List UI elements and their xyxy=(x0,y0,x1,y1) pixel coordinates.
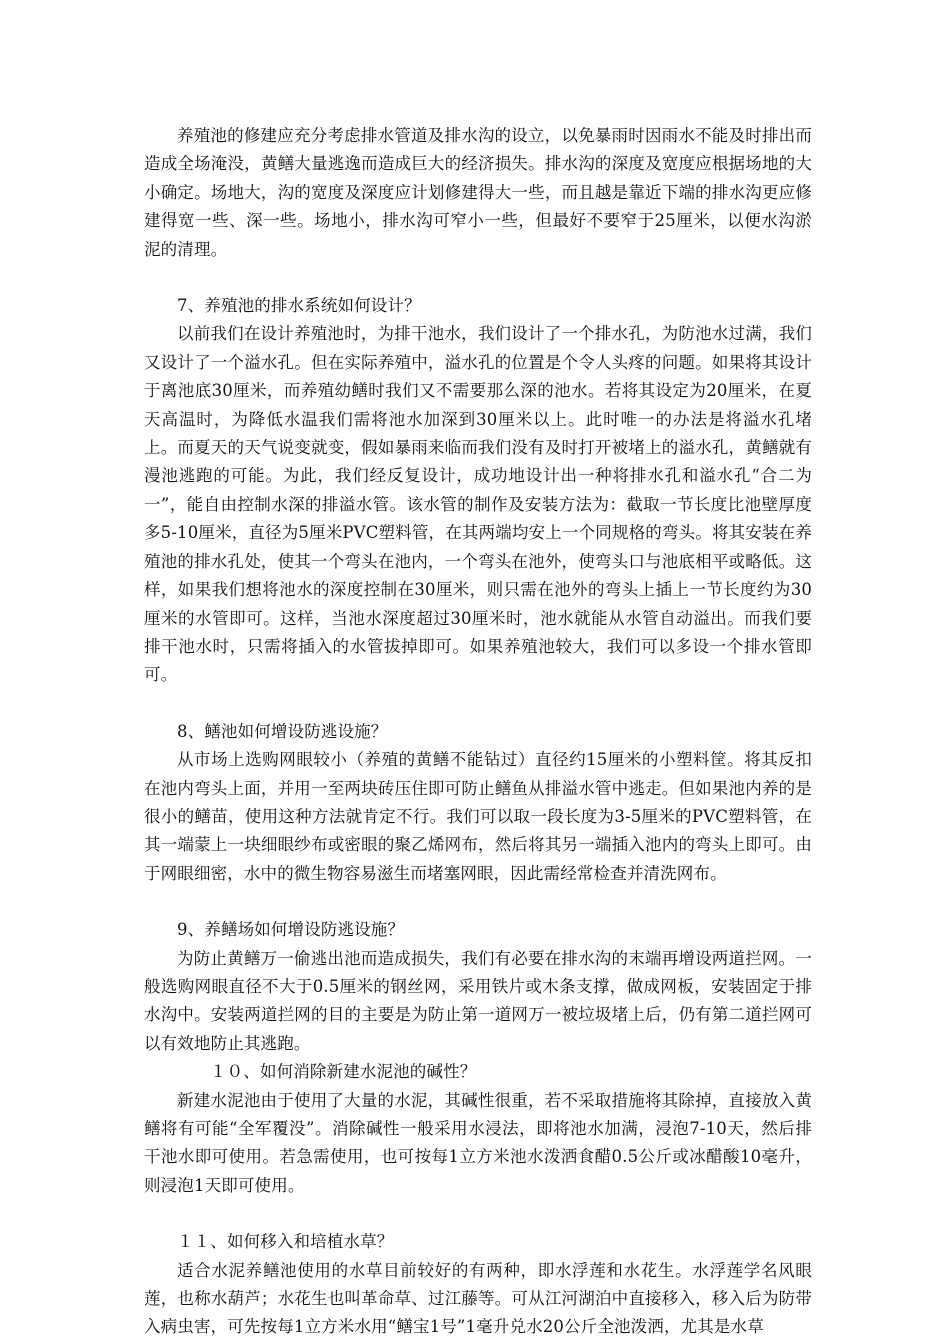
paragraph-q10-answer: 新建水泥池由于使用了大量的水泥，其碱性很重，若不采取措施将其除掉，直接放入黄鳝将有可能“全军覆没”。消除碱性一般采用水浸法，即将池水加满，浸泡7-10天，然后排干池水即可使用。若急需使用，也可按每1立方米池水泼洒食醋0.5公斤或冰醋酸10毫升，则浸泡1天即可使用。 xyxy=(144,1090,812,1195)
document-page xyxy=(144,122,812,1342)
paragraph-q8-answer: 从市场上选购网眼较小（养殖的黄鳝不能钻过）直径约15厘米的小塑料筐。将其反扣在池内弯头上面，并用一至两块砖压住即可防止鳝鱼从排溢水管中逃走。但如果池内养的是很小的鳝苗，使用这种方法就肯定不行。我们可以取一段长度为3-5厘米的PVC塑料管，在其一端蒙上一块细眼纱布或密眼的聚乙烯网布，然后将其另一端插入池内的弯头上即可。由于网眼细密，水中的微生物容易滋生而堵塞网眼，因此需经常检查并清洗网布。 xyxy=(144,750,812,883)
paragraph-q7-answer: 以前我们在设计养殖池时，为排干池水，我们设计了一个排水孔，为防池水过满，我们又设计了一个溢水孔。但在实际养殖中，溢水孔的位置是个令人头疼的问题。如果将其设计于离池底30厘米，而养殖幼鳝时我们又不需要那么深的池水。若将其设定为20厘米，在夏天高温时，为降低水温我们需将池水加深到30厘米以上。此时唯一的办法是将溢水孔堵上。而夏天的天气说变就变，假如暴雨来临而我们没有及时打开被堵上的溢水孔，黄鳝就有漫池逃跑的可能。为此，我们经反复设计，成功地设计出一种将排水孔和溢水孔“合二为一”，能自由控制水深的排溢水管。该水管的制作及安装方法为：截取一节长度比池壁厚度多5-10厘米，直径为5厘米PVC塑料管，在其两端均安上一个同规格的弯头。将其安装在养殖池的排水孔处，使其一个弯头在池内，一个弯头在池外，使弯头口与池底相平或略低。这样，如果我们想将池水的深度控制在30厘米，则只需在池外的弯头上插上一节长度约为30厘米的水管即可。这样，当池水深度超过30厘米时，池水就能从水管自动溢出。而我们要排干池水时，只需将插入的水管拔掉即可。如果养殖池较大，我们可以多设一个排水管即可。 xyxy=(144,324,812,685)
heading-q8: 8、鳝池如何增设防逃设施？ xyxy=(177,721,388,741)
paragraph-q11-answer: 适合水泥养鳝池使用的水草目前较好的有两种，即水浮莲和水花生。水浮莲学名风眼莲，也称水葫芦；水花生也叫革命草、过江藤等。可从江河湖泊中直接移入，移入后为防带入病虫害，可先按每1立方米水用“鳝宝1号”1毫升兑水20公斤全池泼洒，尤其是水草 xyxy=(144,1260,812,1337)
paragraph-drainage-ditch: 养殖池的修建应充分考虑排水管道及排水沟的设立，以免暴雨时因雨水不能及时排出而造成全场淹没，黄鳝大量逃逸而造成巨大的经济损失。排水沟的深度及宽度应根据场地的大小确定。场地大，沟的宽度及深度应计划修建得大一些，而且越是靠近下端的排水沟更应修建得宽一些、深一些。场地小，排水沟可窄小一些，但最好不要窄于25厘米，以便水沟淤泥的清理。 xyxy=(144,126,812,259)
heading-q7: 7、养殖池的排水系统如何设计？ xyxy=(177,296,421,316)
paragraph-q9-answer: 为防止黄鳝万一偷逃出池而造成损失，我们有必要在排水沟的末端再增设两道拦网。一般选购网眼直径不大于0.5厘米的钢丝网，采用铁片或木条支撑，做成网板，安装固定于排水沟中。安装两道拦网的目的主要是为防止第一道网万一被垃圾堵上后，仍有第二道拦网可以有效地防止其逃跑。 xyxy=(144,948,812,1053)
heading-q11: １１、如何移入和培植水草？ xyxy=(177,1232,394,1252)
heading-q10: １０、如何消除新建水泥池的碱性？ xyxy=(210,1062,477,1082)
heading-q9: 9、养鳝场如何增设防逃设施？ xyxy=(177,920,405,940)
